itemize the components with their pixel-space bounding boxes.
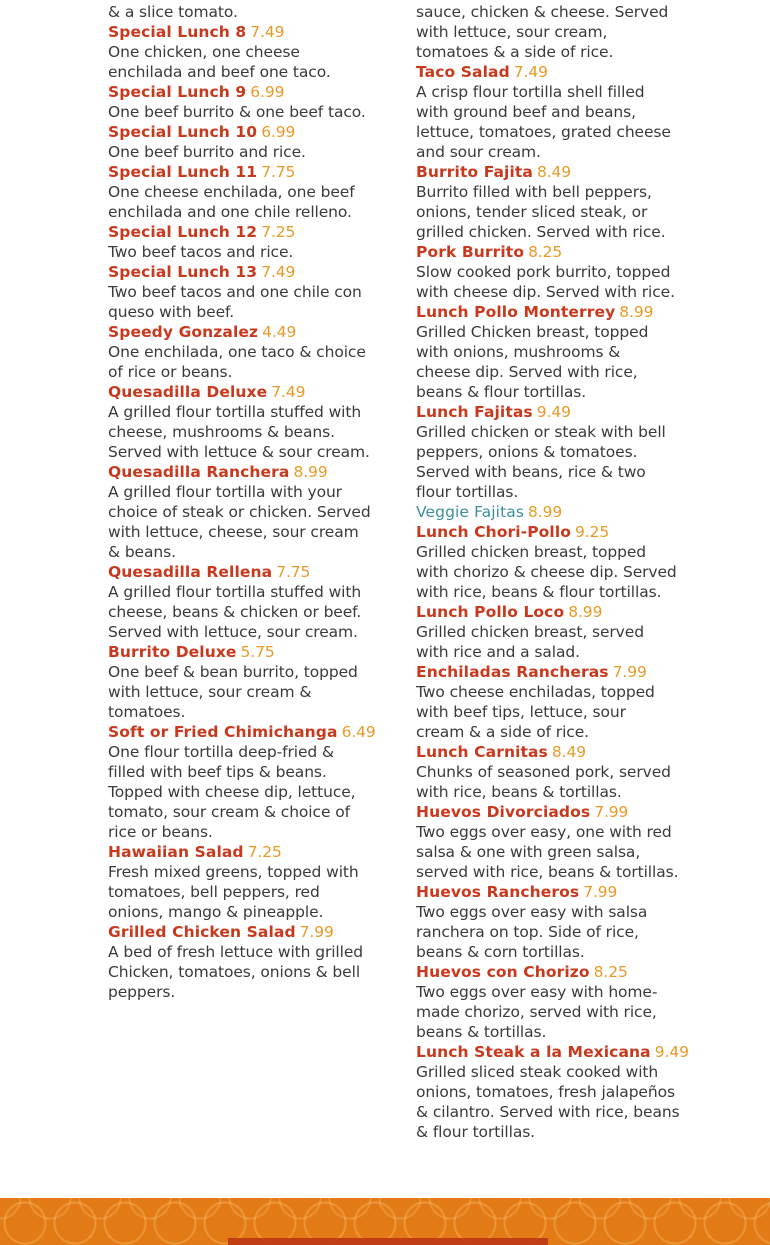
menu-item-name: Burrito Deluxe (108, 643, 237, 661)
menu-item-header (108, 82, 393, 102)
menu-item-description: Grilled chicken breast, served (416, 623, 644, 641)
menu-item-header (108, 262, 393, 282)
menu-item-header (108, 22, 393, 42)
menu-item-price: 7.99 (583, 883, 618, 901)
menu-item-name: Enchiladas Rancheras (416, 663, 609, 681)
menu-item-price: 7.49 (271, 383, 306, 401)
menu-item-price: 6.49 (341, 723, 376, 741)
menu-item-price: 8.99 (293, 463, 328, 481)
menu-item-description: Two eggs over easy, one with red (416, 823, 672, 841)
menu-item-price: 8.25 (528, 243, 563, 261)
menu-item-description: flour tortillas. (416, 483, 519, 501)
menu-item-price: 7.75 (276, 563, 311, 581)
menu-item-price: 9.49 (654, 1043, 689, 1061)
menu-item-header (416, 62, 706, 82)
menu-item-header (108, 722, 393, 742)
menu-item-header (416, 162, 706, 182)
menu-item-name: Quesadilla Deluxe (108, 383, 268, 401)
menu-item-description: One beef & bean burrito, topped (108, 663, 358, 681)
menu-item-description: enchilada and beef one taco. (108, 63, 331, 81)
menu-item-header (416, 502, 706, 522)
menu-item-price: 6.99 (261, 123, 296, 141)
menu-item-price: 7.99 (299, 923, 334, 941)
menu-item-name: Lunch Steak a la Mexicana (416, 1043, 651, 1061)
menu-item-description: sauce, chicken & cheese. Served (416, 3, 669, 21)
menu-item-description: with cheese dip. Served with rice. (416, 283, 675, 301)
menu-item-description: onions, mango & pineapple. (108, 903, 324, 921)
menu-item-description: Two cheese enchiladas, topped (416, 683, 655, 701)
menu-item-price: 7.49 (261, 263, 296, 281)
menu-item-name: Special Lunch 8 (108, 23, 247, 41)
menu-item-header (108, 222, 393, 242)
menu-item-description: One beef burrito and rice. (108, 143, 306, 161)
menu-item-description: onions, tender sliced steak, or (416, 203, 648, 221)
menu-item-description: Served with lettuce & sour cream. (108, 443, 370, 461)
menu-item-price: 9.25 (575, 523, 610, 541)
menu-item-description: One enchilada, one taco & choice (108, 343, 366, 361)
menu-item-description: tomatoes & a side of rice. (416, 43, 614, 61)
menu-item-description: with rice, beans & flour tortillas. (416, 583, 662, 601)
menu-item-header (108, 642, 393, 662)
menu-item-header (108, 322, 393, 342)
menu-item-description: Two eggs over easy with salsa (416, 903, 648, 921)
menu-item-description: tomato, sour cream & choice of (108, 803, 350, 821)
menu-item-description: Fresh mixed greens, topped with (108, 863, 359, 881)
menu-item-header (416, 302, 706, 322)
menu-item-price: 8.99 (568, 603, 603, 621)
menu-item-description: peppers, onions & tomatoes. (416, 443, 638, 461)
menu-item-description: A grilled flour tortilla with your (108, 483, 342, 501)
menu-item-description: with chorizo & cheese dip. Served (416, 563, 677, 581)
menu-item-description: Two beef tacos and rice. (108, 243, 294, 261)
menu-item-price: 4.49 (262, 323, 297, 341)
menu-item-description: enchilada and one chile relleno. (108, 203, 352, 221)
menu-item-description: and sour cream. (416, 143, 541, 161)
menu-item-header (108, 382, 393, 402)
menu-item-description: Grilled Chicken breast, topped (416, 323, 649, 341)
menu-item-name: Speedy Gonzalez (108, 323, 259, 341)
menu-item-name: Lunch Pollo Loco (416, 603, 565, 621)
menu-item-header (416, 602, 706, 622)
menu-item-price: 6.99 (250, 83, 285, 101)
menu-item-name: Lunch Pollo Monterrey (416, 303, 616, 321)
menu-item-description: A crisp flour tortilla shell filled (416, 83, 645, 101)
menu-item-description: peppers. (108, 983, 176, 1001)
menu-item-price: 7.99 (612, 663, 647, 681)
menu-item-description: with rice, beans & tortillas. (416, 783, 622, 801)
menu-item-description: Served with beans, rice & two (416, 463, 646, 481)
menu-item-description: filled with beef tips & beans. (108, 763, 327, 781)
menu-item-price: 8.49 (536, 163, 572, 181)
menu-item-header (416, 882, 706, 902)
menu-item-description: onions, tomatoes, fresh jalapeños (416, 1083, 675, 1101)
menu-item-header (108, 562, 393, 582)
menu-item-price: 7.75 (261, 163, 296, 181)
menu-item-header (108, 462, 393, 482)
menu-item-header (416, 802, 706, 822)
menu-item-price: 8.25 (593, 963, 628, 981)
menu-item-price: 8.99 (528, 503, 563, 521)
menu-item-name: Burrito Fajita (416, 163, 533, 181)
menu-item-description: cream & a side of rice. (416, 723, 589, 741)
menu-item-description: cheese, beans & chicken or beef. (108, 603, 362, 621)
menu-item-price: 7.49 (250, 23, 285, 41)
menu-item-price: 7.25 (247, 843, 282, 861)
menu-item-description: A grilled flour tortilla stuffed with (108, 583, 362, 601)
menu-item-description: with onions, mushrooms & (416, 343, 621, 361)
menu-item-description: One cheese enchilada, one beef (108, 183, 355, 201)
menu-item-header (416, 522, 706, 542)
menu-item-description: cheese, mushrooms & beans. (108, 423, 335, 441)
menu-item-name: Huevos Divorciados (416, 803, 591, 821)
menu-item-description: Grilled sliced steak cooked with (416, 1063, 659, 1081)
menu-item-description: served with rice, beans & tortillas. (416, 863, 679, 881)
menu-item-description: beans & corn tortillas. (416, 943, 585, 961)
menu-item-name: Lunch Carnitas (416, 743, 548, 761)
menu-item-description: made chorizo, served with rice, (416, 1003, 657, 1021)
menu-item-name: Huevos con Chorizo (416, 963, 590, 981)
menu-item-header (108, 922, 393, 942)
footer-logo-strip (228, 1238, 548, 1245)
menu-item-description: tomatoes. (108, 703, 186, 721)
menu-item-name: Special Lunch 9 (108, 83, 247, 101)
menu-item-header (416, 1042, 706, 1062)
menu-column-left (108, 2, 393, 1002)
menu-item-description: Two beef tacos and one chile con (108, 283, 362, 301)
menu-item-name: Veggie Fajitas (416, 503, 525, 521)
menu-item-description: with lettuce, sour cream & (108, 683, 312, 701)
menu-item-description: One flour tortilla deep-fried & (108, 743, 334, 761)
menu-item-name: Lunch Chori-Pollo (416, 523, 571, 541)
menu-item-description: A grilled flour tortilla stuffed with (108, 403, 362, 421)
menu-item-description: Chicken, tomatoes, onions & bell (108, 963, 361, 981)
menu-item-name: Pork Burrito (416, 243, 525, 261)
menu-item-description: Slow cooked pork burrito, topped (416, 263, 671, 281)
menu-item-name: Special Lunch 13 (108, 263, 258, 281)
menu-item-description: cheese dip. Served with rice, (416, 363, 638, 381)
menu-item-description: with lettuce, cheese, sour cream (108, 523, 359, 541)
menu-item-price: 7.99 (594, 803, 629, 821)
menu-item-name: Soft or Fried Chimichanga (108, 723, 338, 741)
menu-item-description: Grilled chicken breast, topped (416, 543, 647, 561)
menu-item-description: with rice and a salad. (416, 643, 580, 661)
menu-item-header (108, 842, 393, 862)
menu-item-description: A bed of fresh lettuce with grilled (108, 943, 364, 961)
menu-item-name: Lunch Fajitas (416, 403, 533, 421)
menu-item-description: Two eggs over easy with home- (416, 983, 658, 1001)
menu-item-description: with ground beef and beans, (416, 103, 636, 121)
menu-item-description: rice or beans. (108, 823, 213, 841)
menu-item-name: Taco Salad (416, 63, 510, 81)
menu-item-price: 7.49 (513, 63, 548, 81)
menu-item-description: & beans. (108, 543, 176, 561)
menu-item-description: with lettuce, sour cream, (416, 23, 608, 41)
menu-item-description: tomatoes, bell peppers, red (108, 883, 320, 901)
menu-item-header (416, 402, 706, 422)
menu-item-header (416, 962, 706, 982)
menu-item-name: Grilled Chicken Salad (108, 923, 296, 941)
menu-item-price: 5.75 (240, 643, 275, 661)
menu-item-description: Chunks of seasoned pork, served (416, 763, 671, 781)
menu-item-description: & a slice tomato. (108, 3, 238, 21)
menu-item-description: Served with lettuce, sour cream. (108, 623, 358, 641)
menu-item-description: One beef burrito & one beef taco. (108, 103, 366, 121)
menu-item-price: 8.99 (619, 303, 654, 321)
menu-item-description: beans & tortillas. (416, 1023, 547, 1041)
menu-item-description: of rice or beans. (108, 363, 233, 381)
menu-item-name: Special Lunch 10 (108, 123, 258, 141)
menu-item-description: Grilled chicken or steak with bell (416, 423, 666, 441)
menu-item-description: grilled chicken. Served with rice. (416, 223, 666, 241)
menu-item-description: salsa & one with green salsa, (416, 843, 641, 861)
menu-item-description: lettuce, tomatoes, grated cheese (416, 123, 671, 141)
menu-item-name: Quesadilla Ranchera (108, 463, 290, 481)
menu-item-name: Special Lunch 12 (108, 223, 258, 241)
menu-item-description: choice of steak or chicken. Served (108, 503, 371, 521)
menu-item-description: beans & flour tortillas. (416, 383, 587, 401)
menu-item-header (416, 742, 706, 762)
menu-item-description: One chicken, one cheese (108, 43, 300, 61)
menu-item-name: Quesadilla Rellena (108, 563, 273, 581)
menu-item-header (416, 242, 706, 262)
menu-item-name: Huevos Rancheros (416, 883, 580, 901)
menu-item-description: Topped with cheese dip, lettuce, (108, 783, 356, 801)
menu-item-price: 8.49 (551, 743, 587, 761)
menu-item-description: & flour tortillas. (416, 1123, 536, 1141)
menu-item-description: queso with beef. (108, 303, 235, 321)
menu-item-description: ranchera on top. Side of rice, (416, 923, 639, 941)
menu-item-description: with beef tips, lettuce, sour (416, 703, 626, 721)
menu-item-price: 9.49 (536, 403, 571, 421)
menu-item-description: & cilantro. Served with rice, beans (416, 1103, 680, 1121)
menu-item-price: 7.25 (261, 223, 296, 241)
menu-column-right (416, 2, 706, 1142)
menu-item-name: Hawaiian Salad (108, 843, 244, 861)
menu-item-name: Special Lunch 11 (108, 163, 258, 181)
menu-item-header (108, 162, 393, 182)
menu-item-header (108, 122, 393, 142)
footer-banner (0, 1198, 770, 1245)
menu-item-header (416, 662, 706, 682)
menu-item-description: Burrito filled with bell peppers, (416, 183, 652, 201)
